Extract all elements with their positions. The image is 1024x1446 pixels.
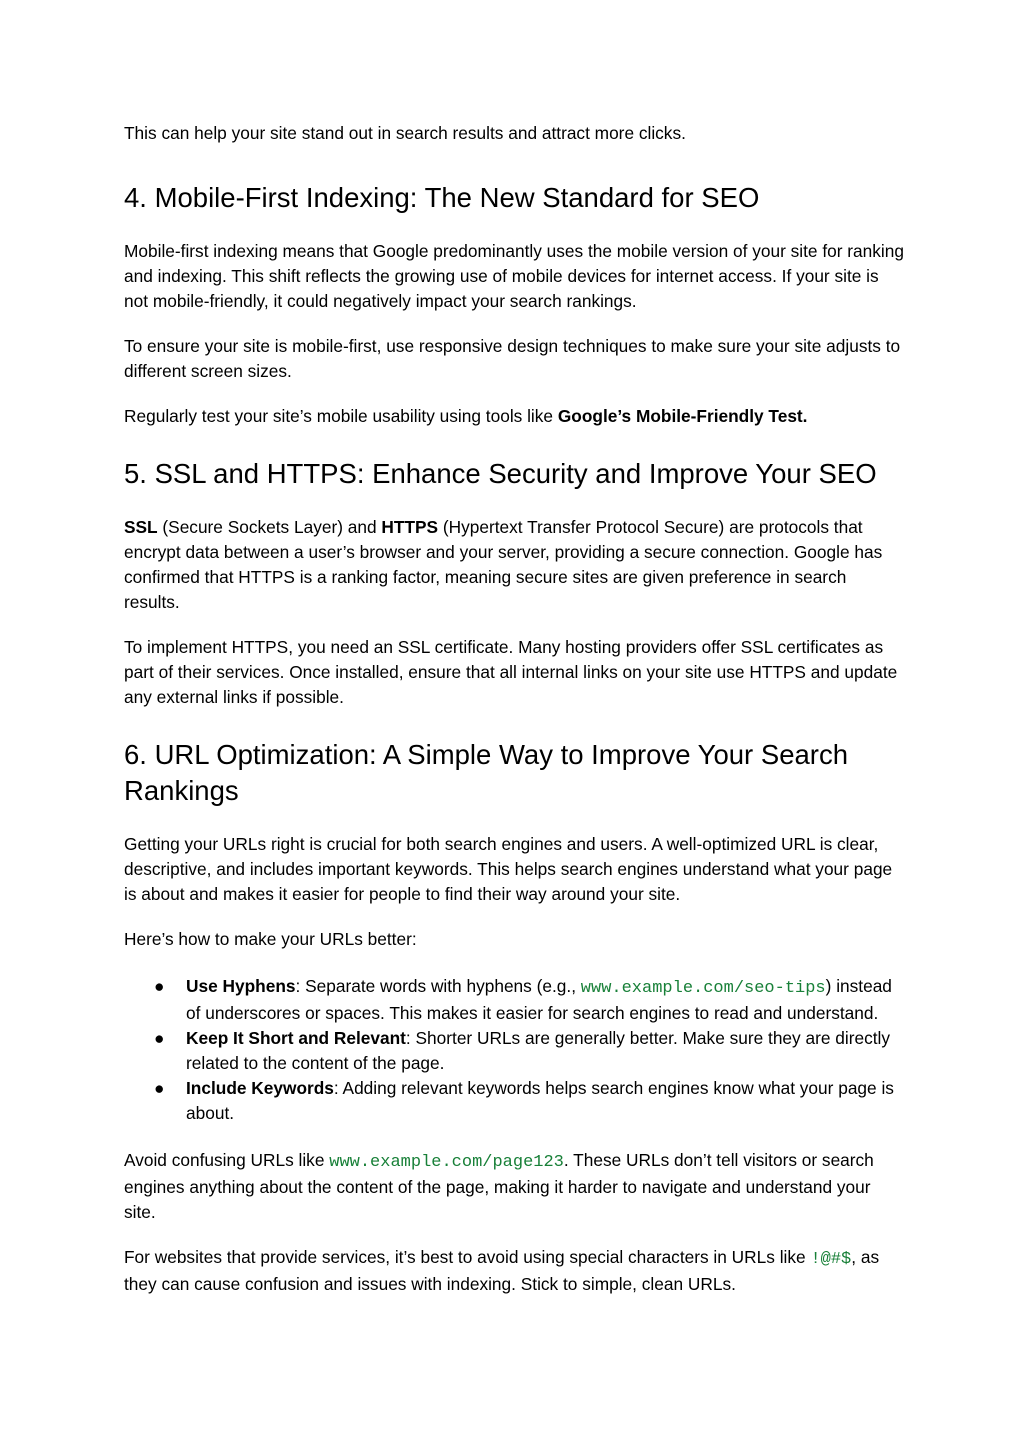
paragraph-text: , as they can cause confusion and issues with indexing. Stick to simple, clean URLs. (124, 1247, 880, 1294)
url-tips-list (124, 974, 904, 1126)
document-body (124, 120, 904, 1297)
section-4-paragraph-1: Mobile-first indexing means that Google predominantly uses the mobile version of your site for ranking and indexing. This shift reflects the growing use of mobile devices for internet access. If your site is not mobile-friendly, it could negatively impact your search rankings. (124, 241, 904, 311)
list-item-title: Include Keywords (186, 1078, 334, 1098)
https-term: HTTPS (381, 517, 439, 537)
ssl-term: SSL (124, 517, 158, 537)
paragraph-text: (Hypertext Transfer Protocol Secure) are protocols that encrypt data between a user’s browser and your server, providing a secure connection. Google has confirmed that HTTPS is a ranking factor, meaning secure sites are given preference in search results. (124, 517, 883, 612)
bad-url-code: www.example.com/page123 (329, 1153, 564, 1172)
bullet-icon: ● (154, 1078, 165, 1098)
paragraph-text: For websites that provide services, it’s best to avoid using special characters in URLs like (124, 1247, 811, 1267)
intro-paragraph: This can help your site stand out in search results and attract more clicks. (124, 123, 686, 143)
section-4-heading: 4. Mobile-First Indexing: The New Standard for SEO (124, 182, 760, 213)
paragraph-text: . These URLs don’t tell visitors or search engines anything about the content of the page, making it harder to navigate and understand your site. (124, 1150, 874, 1222)
special-characters-code: !@#$ (810, 1250, 852, 1269)
example-url-code: www.example.com/seo-tips (580, 979, 826, 998)
list-item-text: : Shorter URLs are generally better. Make sure they are directly related to the content of the page. (186, 1028, 891, 1073)
section-6-paragraph-2: Here’s how to make your URLs better: (124, 929, 417, 949)
paragraph-text: Avoid confusing URLs like (124, 1150, 330, 1170)
section-5-paragraph-1 (124, 515, 904, 615)
list-item-text: : Separate words with hyphens (e.g., (295, 976, 581, 996)
list-item (124, 974, 904, 1026)
section-6-paragraph-1: Getting your URLs right is crucial for both search engines and users. A well-optimized URL is clear, descriptive, and includes important keywords. This helps search engines understand what your page is about and makes it easier for people to find their way around your site. (124, 834, 893, 904)
section-4-paragraph-3 (124, 404, 904, 429)
section-5-heading: 5. SSL and HTTPS: Enhance Security and Improve Your SEO (124, 458, 877, 489)
bullet-icon: ● (154, 976, 165, 996)
paragraph-text: Regularly test your site’s mobile usability using tools like (124, 406, 558, 426)
list-item-text: : Adding relevant keywords helps search engines know what your page is about. (186, 1078, 894, 1123)
paragraph-text: (Secure Sockets Layer) and (157, 517, 382, 537)
section-4-paragraph-2: To ensure your site is mobile-first, use responsive design techniques to make sure your site adjusts to different screen sizes. (124, 336, 901, 381)
list-item-title: Use Hyphens (186, 976, 296, 996)
section-6-paragraph-4 (124, 1245, 904, 1297)
list-item-title: Keep It Short and Relevant (186, 1028, 406, 1048)
list-item-text: ) instead of underscores or spaces. This makes it easier for search engines to read and understand. (186, 976, 892, 1023)
section-6-heading: 6. URL Optimization: A Simple Way to Improve Your Search Rankings (124, 739, 848, 806)
tool-name-bold: Google’s Mobile-Friendly Test. (557, 406, 808, 426)
section-5-paragraph-2: To implement HTTPS, you need an SSL certificate. Many hosting providers offer SSL certificates as part of their services. Once installed, ensure that all internal links on your site use HTTPS and update any external links if possible. (124, 637, 898, 707)
list-item (124, 1026, 904, 1076)
bullet-icon: ● (154, 1028, 165, 1048)
section-6-paragraph-3 (124, 1148, 904, 1225)
list-item (124, 1076, 904, 1126)
